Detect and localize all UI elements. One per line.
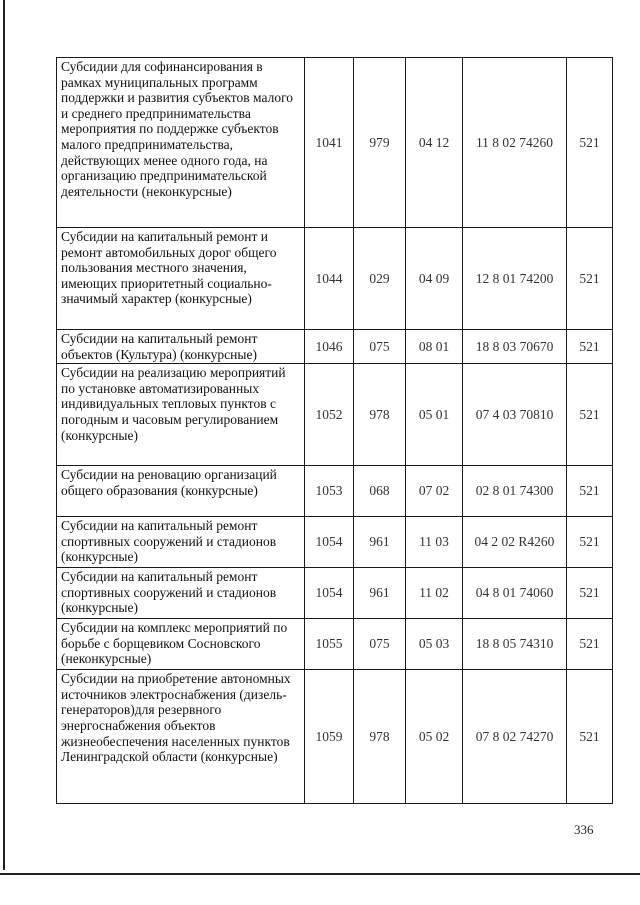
page-number: 336 xyxy=(574,822,594,837)
subsidy-code: 1059 xyxy=(305,670,354,804)
subsidy-code: 1053 xyxy=(305,466,354,517)
subsidy-description: Субсидии на комплекс мероприятий по борьбе с борщевиком Сосновского (неконкурсные) xyxy=(57,619,305,670)
subsidy-code: 1054 xyxy=(305,517,354,568)
expense-type: 521 xyxy=(567,364,613,466)
table-row xyxy=(57,568,613,619)
section-code: 05 03 xyxy=(406,619,463,670)
section-code: 11 02 xyxy=(406,568,463,619)
scan-border-left xyxy=(3,0,5,870)
target-article: 18 8 03 70670 xyxy=(463,330,567,364)
section-code: 04 12 xyxy=(406,58,463,228)
subsidy-description: Субсидии для софинансирования в рамках муниципальных программ поддержки и развития субъектов малого и среднего предпринимательства мероприятия по поддержке субъектов малого предпринимательства, действующих менее одного года, на организацию предпринимательской деятельности (неконкурсные) xyxy=(57,58,305,228)
grbs-code: 978 xyxy=(354,670,406,804)
grbs-code: 961 xyxy=(354,517,406,568)
section-code: 11 03 xyxy=(406,517,463,568)
grbs-code: 979 xyxy=(354,58,406,228)
subsidy-description: Субсидии на реализацию мероприятий по установке автоматизированных индивидуальных тепловых пунктов с погодным и часовым регулированием (конкурсные) xyxy=(57,364,305,466)
target-article: 02 8 01 74300 xyxy=(463,466,567,517)
grbs-code: 075 xyxy=(354,619,406,670)
subsidy-code: 1052 xyxy=(305,364,354,466)
table-row xyxy=(57,466,613,517)
target-article: 11 8 02 74260 xyxy=(463,58,567,228)
table-row xyxy=(57,330,613,364)
target-article: 18 8 05 74310 xyxy=(463,619,567,670)
grbs-code: 068 xyxy=(354,466,406,517)
table-row xyxy=(57,517,613,568)
table-row xyxy=(57,58,613,228)
section-code: 08 01 xyxy=(406,330,463,364)
grbs-code: 029 xyxy=(354,228,406,330)
subsidy-table xyxy=(56,57,613,804)
grbs-code: 075 xyxy=(354,330,406,364)
subsidy-description: Субсидии на капитальный ремонт объектов (Культура) (конкурсные) xyxy=(57,330,305,364)
target-article: 07 4 03 70810 xyxy=(463,364,567,466)
scan-border-bottom xyxy=(0,873,640,875)
subsidy-code: 1055 xyxy=(305,619,354,670)
target-article: 04 2 02 R4260 xyxy=(463,517,567,568)
expense-type: 521 xyxy=(567,568,613,619)
table-row xyxy=(57,619,613,670)
subsidy-description: Субсидии на капитальный ремонт спортивных сооружений и стадионов (конкурсные) xyxy=(57,568,305,619)
expense-type: 521 xyxy=(567,670,613,804)
section-code: 05 01 xyxy=(406,364,463,466)
grbs-code: 978 xyxy=(354,364,406,466)
subsidy-description: Субсидии на капитальный ремонт спортивных сооружений и стадионов (конкурсные) xyxy=(57,517,305,568)
section-code: 05 02 xyxy=(406,670,463,804)
expense-type: 521 xyxy=(567,619,613,670)
table-row xyxy=(57,364,613,466)
expense-type: 521 xyxy=(567,58,613,228)
expense-type: 521 xyxy=(567,517,613,568)
subsidy-code: 1054 xyxy=(305,568,354,619)
section-code: 07 02 xyxy=(406,466,463,517)
subsidy-code: 1046 xyxy=(305,330,354,364)
section-code: 04 09 xyxy=(406,228,463,330)
target-article: 07 8 02 74270 xyxy=(463,670,567,804)
target-article: 12 8 01 74200 xyxy=(463,228,567,330)
subsidy-description: Субсидии на капитальный ремонт и ремонт автомобильных дорог общего пользования местного значения, имеющих приоритетный социально-значимый характер (конкурсные) xyxy=(57,228,305,330)
target-article: 04 8 01 74060 xyxy=(463,568,567,619)
subsidy-code: 1044 xyxy=(305,228,354,330)
expense-type: 521 xyxy=(567,330,613,364)
table-row xyxy=(57,670,613,804)
subsidy-description: Субсидии на реновацию организаций общего образования (конкурсные) xyxy=(57,466,305,517)
expense-type: 521 xyxy=(567,228,613,330)
subsidy-code: 1041 xyxy=(305,58,354,228)
subsidy-description: Субсидии на приобретение автономных источников электроснабжения (дизель-генераторов)для резервного энергоснабжения объектов жизнеобеспечения населенных пунктов Ленинградской области (конкурсные) xyxy=(57,670,305,804)
expense-type: 521 xyxy=(567,466,613,517)
table-row xyxy=(57,228,613,330)
grbs-code: 961 xyxy=(354,568,406,619)
